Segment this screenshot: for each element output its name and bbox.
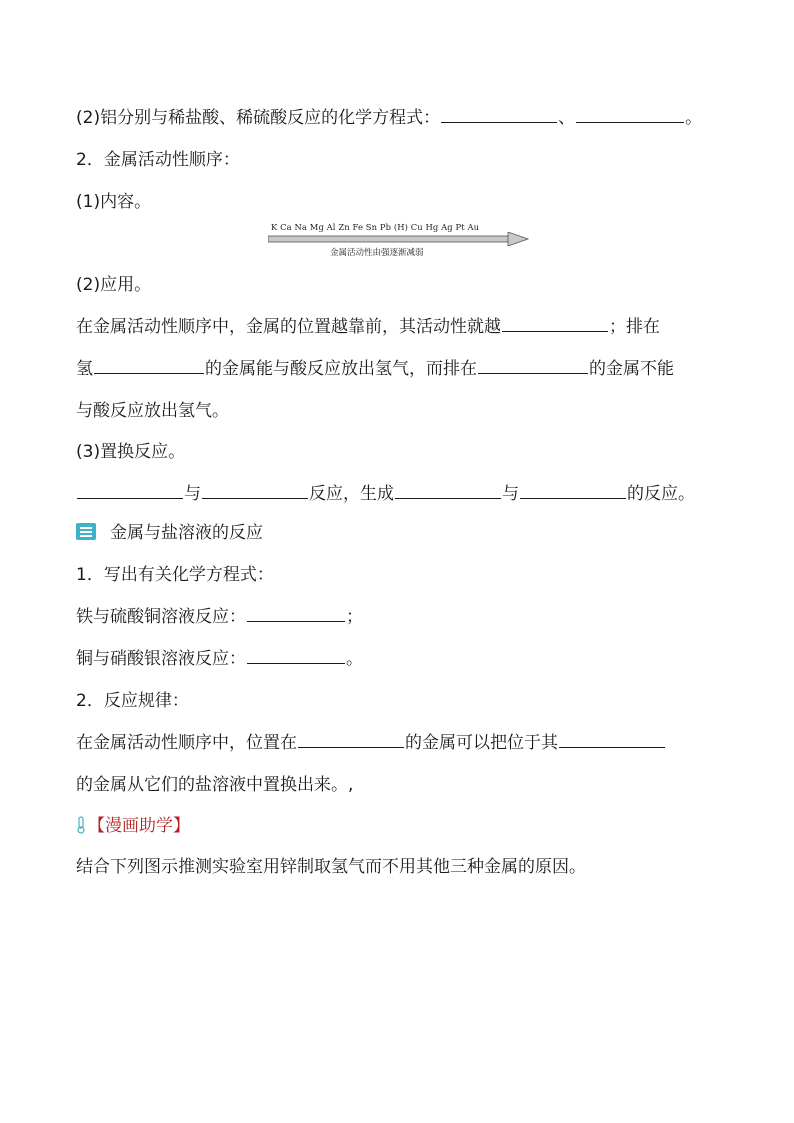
answer-blank[interactable] [202,497,308,499]
line-end: 。 [685,108,703,128]
subheading-application: (2)应用。 [76,275,152,295]
answer-blank[interactable] [395,497,501,499]
text: 的金属不能 [589,359,674,379]
displacement-definition [76,482,734,506]
text: 氢 [76,359,93,379]
application-text-1 [76,315,734,339]
answer-blank[interactable] [478,372,588,374]
answer-blank[interactable] [502,330,608,332]
text: 在金属活动性顺序中，金属的位置越靠前，其活动性就越 [76,317,501,337]
comic-question: 结合下列图示推测实验室用锌制取氢气而不用其他三种金属的原因。 [76,857,586,877]
section-title: 金属与盐溶液的反应 [110,523,263,543]
metal-list: K Ca Na Mg Al Zn Fe Sn Pb (H) Cu Hg Ag Pt Au [271,222,480,232]
aluminum-acid-prompt: (2)铝分别与稀盐酸、稀硫酸反应的化学方程式： [76,108,441,128]
text: 的反应。 [627,484,695,504]
thermometer-icon [76,816,86,834]
section-heading-salt-solution [76,521,734,545]
application-text-3: 与酸反应放出氢气。 [76,401,229,421]
answer-blank[interactable] [298,746,404,748]
question-aluminum-acid [76,106,734,130]
activity-series-diagram [268,222,530,262]
answer-blank[interactable] [559,746,665,748]
answer-blank[interactable] [94,372,204,374]
text: 在金属活动性顺序中，位置在 [76,733,297,753]
answer-blank[interactable] [247,662,345,664]
list-icon [76,523,96,540]
answer-blank[interactable] [441,121,557,123]
text: 的金属能与酸反应放出氢气，而排在 [205,359,477,379]
text: 的金属可以把位于其 [405,733,558,753]
answer-blank[interactable] [77,497,183,499]
answer-blank[interactable] [576,121,684,123]
text: 铁与硫酸铜溶液反应： [76,607,246,627]
reaction-rule-1 [76,731,734,755]
text: 与 [502,484,519,504]
heading-reaction-rules: 2．反应规律： [76,691,189,711]
text: ；排在 [609,317,660,337]
subheading-displacement: (3)置换反应。 [76,442,186,462]
answer-blank[interactable] [247,620,345,622]
subheading-content: (1)内容。 [76,192,152,212]
comic-help-heading [76,814,734,838]
series-caption: 金属活动性由强逐渐减弱 [330,248,424,258]
copper-silver-nitrate [76,647,734,671]
text: 。 [346,649,363,669]
arrow-icon [268,232,530,246]
comic-help-label: 【漫画助学】 [88,816,190,836]
heading-activity-series: 2．金属活动性顺序： [76,150,240,170]
iron-copper-sulfate [76,605,734,629]
heading-equations: 1．写出有关化学方程式： [76,565,274,585]
answer-blank[interactable] [520,497,626,499]
reaction-rule-2: 的金属从它们的盐溶液中置换出来。, [76,775,354,795]
separator: 、 [558,108,576,128]
application-text-2 [76,357,734,381]
text: ； [346,607,363,627]
text: 铜与硝酸银溶液反应： [76,649,246,669]
text: 反应，生成 [309,484,394,504]
text: 与 [184,484,201,504]
